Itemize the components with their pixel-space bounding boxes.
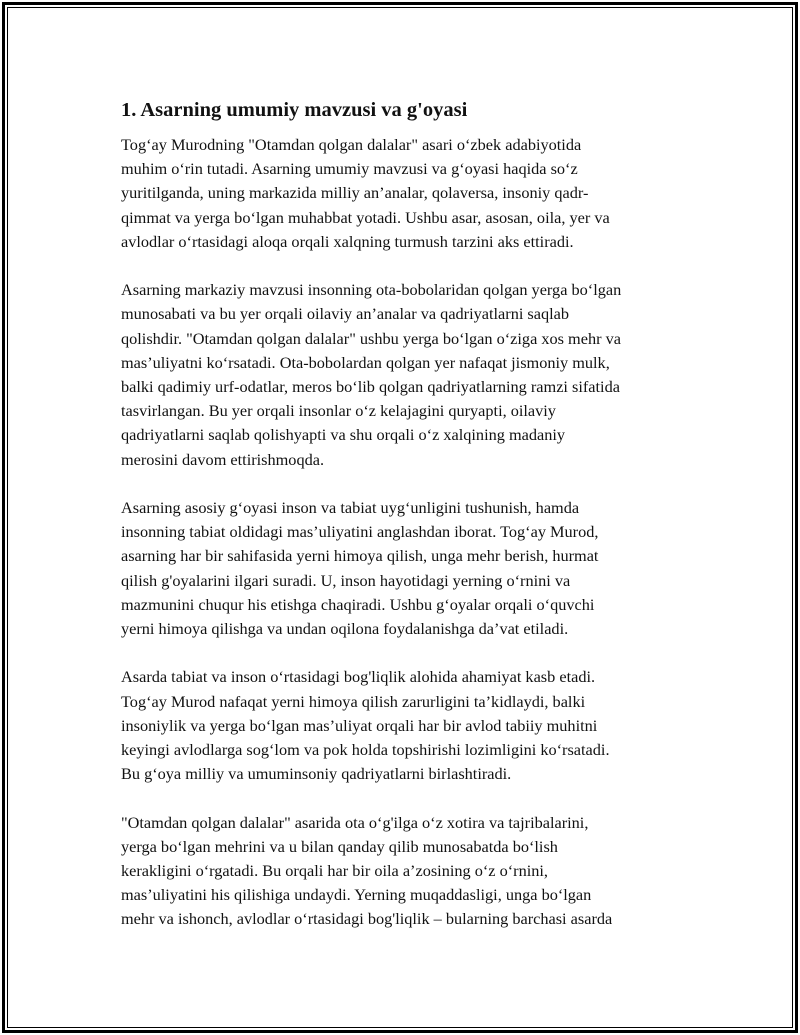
paragraph-4 xyxy=(121,665,681,786)
text-line: asarning har bir sahifasida yerni himoya qilish, unga mehr berish, hurmat xyxy=(121,546,599,566)
text-line: Tog‘ay Murod nafaqat yerni himoya qilish zarurligini ta’kidlaydi, balki xyxy=(121,691,586,711)
text-line: insonning tabiat oldidagi mas’uliyatini anglashdan iborat. Tog‘ay Murod, xyxy=(121,522,599,542)
text-line: avlodlar o‘rtasidagi aloqa orqali xalqning turmush tarzini aks ettiradi. xyxy=(121,231,574,251)
text-line: muhim o‘rin tutadi. Asarning umumiy mavzusi va g‘oyasi haqida so‘z xyxy=(121,159,578,179)
text-line: qolishdir. "Otamdan qolgan dalalar" ushbu yerga bo‘lgan o‘ziga xos mehr va xyxy=(121,328,621,348)
text-line: yerga bo‘lgan mehrini va u bilan qanday qilib munosabatda bo‘lish xyxy=(121,836,558,856)
text-line: Tog‘ay Murodning "Otamdan qolgan dalalar" asari o‘zbek adabiyotida xyxy=(121,135,582,154)
document-body xyxy=(121,97,681,956)
text-line: tasvirlangan. Bu yer orqali insonlar o‘z kelajagini quryapti, oilaviy xyxy=(121,401,556,421)
text-line: qimmat va yerga bo‘lgan muhabbat yotadi. Ushbu asar, asosan, oila, yer va xyxy=(121,207,610,227)
section-heading: 1. Asarning umumiy mavzusi va g'oyasi xyxy=(121,99,468,121)
paragraph-1 xyxy=(121,133,681,254)
text-line: mehr va ishonch, avlodlar o‘rtasidagi bog'liqlik – bularning barchasi asarda xyxy=(121,909,613,929)
text-line: mas’uliyatini his qilishiga undaydi. Yerning muqaddasligi, unga bo‘lgan xyxy=(121,885,592,905)
text-line: Bu g‘oya milliy va umuminsoniy qadriyatlarni birlashtiradi. xyxy=(121,764,512,784)
text-line: balki qadimiy urf-odatlar, meros bo‘lib qolgan qadriyatlarning ramzi sifatida xyxy=(121,377,620,397)
text-line: Asarning asosiy g‘oyasi inson va tabiat uyg‘unligini tushunish, hamda xyxy=(121,498,580,518)
text-line: Asarda tabiat va inson o‘rtasidagi bog'liqlik alohida ahamiyat kasb etadi. xyxy=(121,667,596,687)
paragraph-2 xyxy=(121,278,681,472)
text-line: qilish g'oyalarini ilgari suradi. U, inson hayotidagi yerning o‘rnini va xyxy=(121,570,571,590)
paragraph-5 xyxy=(121,811,681,932)
text-line: Asarning markaziy mavzusi insonning ota-bobolaridan qolgan yerga bo‘lgan xyxy=(121,280,622,300)
text-line: yuritilganda, uning markazida milliy an’analar, qolaversa, insoniy qadr- xyxy=(121,183,589,203)
text-line: keyingi avlodlarga sog‘lom va pok holda topshirishi lozimligini ko‘rsatadi. xyxy=(121,740,610,760)
text-line: merosini davom ettirishmoqda. xyxy=(121,449,325,469)
text-line: kerakligini o‘rgatadi. Bu orqali har bir oila a’zosining o‘z o‘rnini, xyxy=(121,861,548,881)
text-line: insoniylik va yerga bo‘lgan mas’uliyat orqali har bir avlod tabiiy muhitni xyxy=(121,715,598,735)
paragraph-3 xyxy=(121,496,681,641)
page-frame xyxy=(2,2,798,1033)
text-line: yerni himoya qilishga va undan oqilona foydalanishga da’vat etiladi. xyxy=(121,619,569,639)
text-line: "Otamdan qolgan dalalar" asarida ota o‘g'ilga o‘z xotira va tajribalarini, xyxy=(121,812,589,832)
text-line: mas’uliyatni ko‘rsatadi. Ota-bobolardan qolgan yer nafaqat jismoniy mulk, xyxy=(121,352,610,372)
text-line: mazmunini chuqur his etishga chaqiradi. Ushbu g‘oyalar orqali o‘quvchi xyxy=(121,594,595,614)
text-line: munosabati va bu yer orqali oilaviy an’analar va qadriyatlarni saqlab xyxy=(121,304,570,324)
text-line: qadriyatlarni saqlab qolishyapti va shu orqali o‘z xalqining madaniy xyxy=(121,425,566,445)
